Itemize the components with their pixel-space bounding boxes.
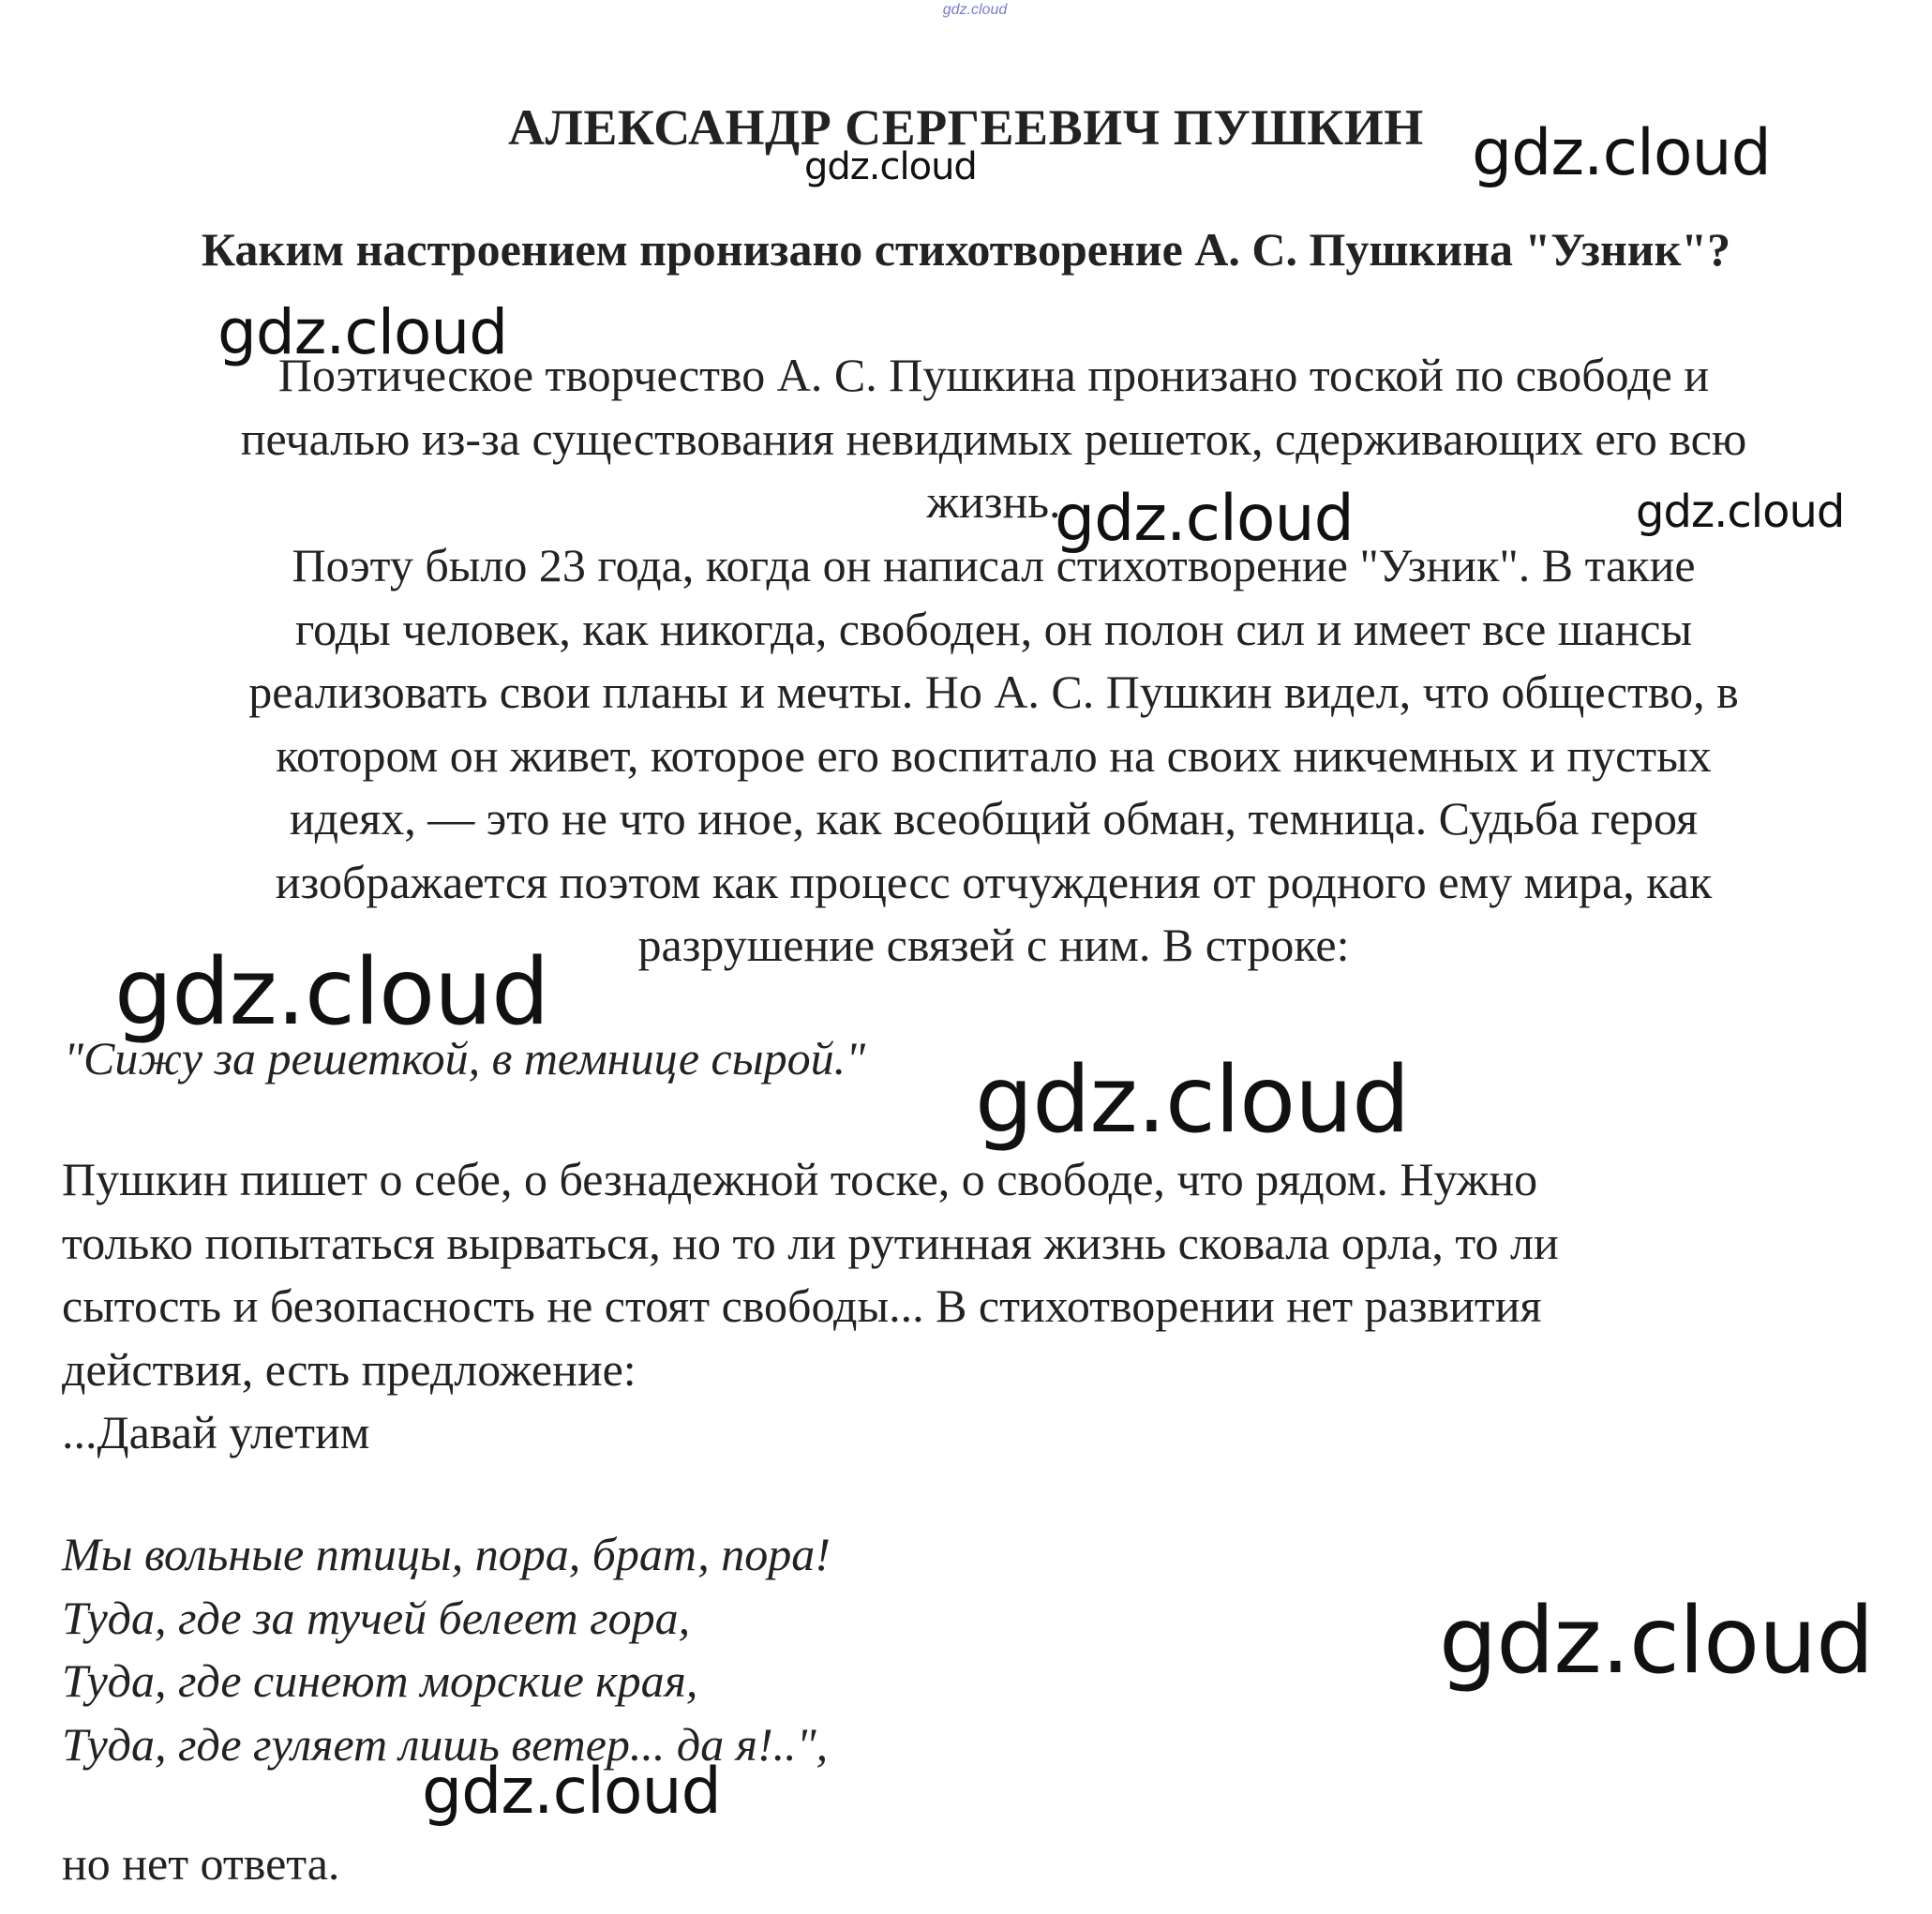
poem-line: Туда, где гуляет лишь ветер... да я!..", bbox=[62, 1717, 829, 1771]
paragraph-line: печалью из-за существования невидимых решеток, сдерживающих его всю bbox=[240, 411, 1747, 465]
header-watermark: gdz.cloud bbox=[942, 2, 1008, 18]
watermark-text: gdz.cloud bbox=[1472, 116, 1771, 190]
paragraph-line: реализовать свои планы и мечты. Но А. С. Пушкин видел, что общество, в bbox=[248, 665, 1739, 718]
watermark-text: gdz.cloud bbox=[217, 296, 508, 368]
quote-line: "Сижу за решеткой, в темнице сырой." bbox=[64, 1032, 866, 1084]
poem-stanza bbox=[62, 1523, 831, 1776]
watermark-text: gdz.cloud bbox=[422, 1755, 721, 1829]
watermark-text: gdz.cloud bbox=[804, 145, 977, 188]
poem-intro: ...Давай улетим bbox=[62, 1406, 370, 1458]
question-heading: Каким настроением пронизано стихотворение А. С. Пушкина "Узник"? bbox=[201, 223, 1731, 276]
paragraph-line: действия, есть предложение: bbox=[62, 1342, 637, 1396]
paragraph-line: Поэтическое творчество А. С. Пушкина пронизано тоской по свободе и bbox=[277, 349, 1710, 401]
paragraph-2 bbox=[56, 534, 1931, 978]
paragraph-line: изображается поэтом как процесс отчуждения от родного ему мира, как bbox=[275, 855, 1713, 908]
paragraph-line: только попытаться вырваться, но то ли рутинная жизнь сковала орла, то ли bbox=[62, 1216, 1559, 1269]
watermark-text: gdz.cloud bbox=[1055, 482, 1354, 556]
paragraph-line: Пушкин пишет о себе, о безнадежной тоске, о свободе, что рядом. Нужно bbox=[62, 1153, 1538, 1205]
paragraph-3 bbox=[62, 1148, 1559, 1401]
watermark-text: gdz.cloud bbox=[975, 1047, 1410, 1154]
poem-line: Туда, где синеют морские края, bbox=[62, 1654, 698, 1707]
paragraph-line: разрушение связей с ним. В строке: bbox=[637, 919, 1350, 971]
watermark-text: gdz.cloud bbox=[1636, 486, 1845, 538]
paragraph-line: Поэту было 23 года, когда он написал стихотворение "Узник". В такие bbox=[292, 539, 1696, 591]
ending-line: но нет ответа. bbox=[62, 1837, 340, 1890]
poem-line: Мы вольные птицы, пора, брат, пора! bbox=[62, 1528, 831, 1580]
poem-line: Туда, где за тучей белеет гора, bbox=[62, 1591, 691, 1644]
paragraph-line: котором он живет, которое его воспитало на своих никчемных и пустых bbox=[276, 728, 1712, 782]
paragraph-line: годы человек, как никогда, свободен, он полон сил и имеет все шансы bbox=[294, 602, 1693, 655]
paragraph-line: сытость и безопасность не стоят свободы... В стихотворении нет развития bbox=[62, 1279, 1542, 1332]
paragraph-line: жизнь. bbox=[926, 475, 1061, 528]
page-title: АЛЕКСАНДР СЕРГЕЕВИЧ ПУШКИН bbox=[508, 99, 1424, 156]
watermark-text: gdz.cloud bbox=[114, 939, 549, 1046]
watermark-text: gdz.cloud bbox=[1439, 1588, 1874, 1695]
paragraph-line: идеях, — это не что иное, как всеобщий обман, темница. Судьба героя bbox=[289, 792, 1699, 845]
